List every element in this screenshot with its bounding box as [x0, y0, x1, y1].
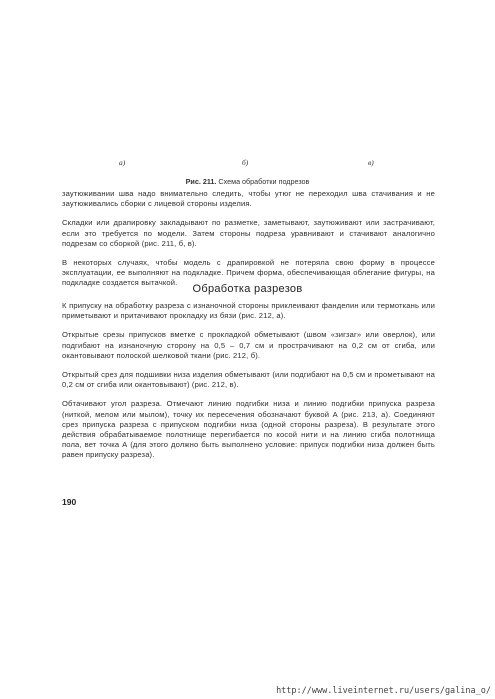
figure-panel-labels: [0, 158, 495, 170]
paragraph-continuation: заутюживании шва надо внимательно следить, чтобы утюг не переходил шва стачивания и не заутюживались сборки с лицевой стороны изделия.: [62, 189, 435, 209]
paragraph-interfacing: К припуску на обработку разреза с изнаночной стороны приклеивают фанделин или термоткань или приметывают и притачивают прокладку из бязи (рис. 212, а).: [62, 301, 435, 321]
paragraph-corner: Обтачивают угол разреза. Отмечают линию подгибки низа и линию подгибки припуска разреза (ниткой, мелом или мылом), точку их пересечения обозначают буквой А (рис. 213, а). Соединяют срез припуска разреза с припуском подгибки низа (одной стороны разреза). В результате этого действия обрабатываемое полотнище перегибается по косой нити и на линию сгиба полотнища пола, вет точка А (для этого должно быть выполнено условие: припуск подгибки низа должен быть равен припуску разреза).: [62, 399, 435, 460]
figure-label-a: а): [119, 158, 126, 167]
caption-number: Рис. 211.: [185, 177, 217, 186]
paragraph-drapery: В некоторых случаях, чтобы модель с драпировкой не потеряла свою форму в процессе эксплуатации, ее выполняют на подкладке. Причем форма, обеспечивающая облегание фигуры, на подкладке создается вытачкой.: [62, 258, 435, 288]
figure-label-c: в): [368, 158, 374, 167]
body-text-section: [62, 301, 435, 461]
caption-text: Схема обработки подрезов: [218, 177, 310, 186]
paragraph-folds: Складки или драпировку закладывают по разметке, заметывают, заутюживают или застрачивают, если это требуется по модели. Затем стороны подреза уравнивают и стачивают аналогично подрезам со сборкой (рис. 211, б, в).: [62, 218, 435, 248]
watermark-url: http://www.liveinternet.ru/users/galina_o/: [276, 686, 491, 696]
figure-caption: [0, 177, 495, 186]
page-number: 190: [62, 497, 77, 507]
section-heading: Обработка разрезов: [192, 283, 303, 295]
paragraph-open-edges: Открытые срезы припусков вметке с прокладкой обметывают (швом «зигзаг» или оверлок), или подгибают на изнаночную сторону на 0,5 – 0,7 см и прострачивают на 0,2 см от сгиба, или окантовывают полоской шелковой ткани (рис. 212, б).: [62, 330, 435, 360]
paragraph-hem-edge: Открытый срез для подшивки низа изделия обметывают (или подгибают на 0,5 см и прометывают на 0,2 см от сгиба или окантовывают) (рис. 212, в).: [62, 370, 435, 390]
figure-label-b: б): [242, 158, 249, 167]
body-text-top: [62, 189, 435, 289]
